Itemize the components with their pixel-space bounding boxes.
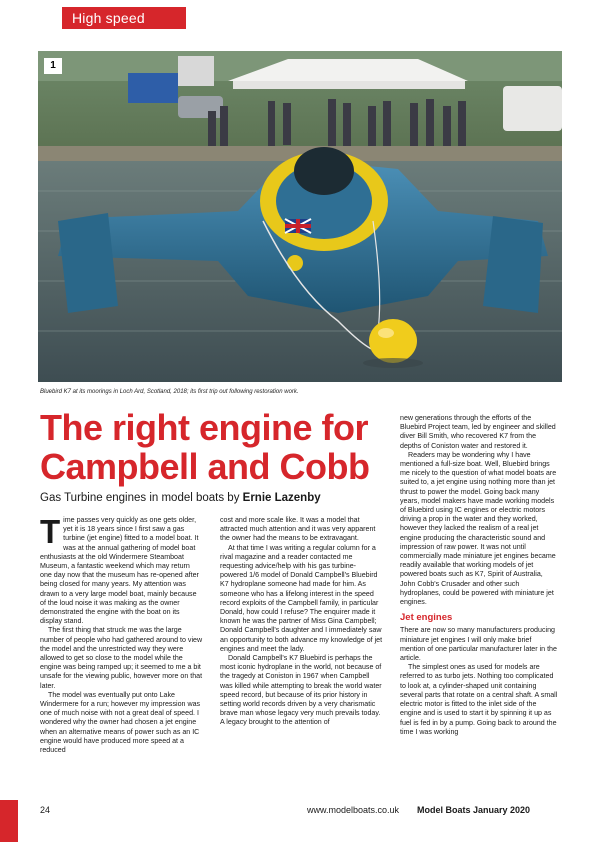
column-1 — [40, 513, 203, 755]
column-2 — [220, 516, 383, 728]
paragraph: new generations through the efforts of the Bluebird Project team, led by engineer and skilled diver Bill Smith, who recovered K7 from the depths of Coniston water and restored it. — [400, 414, 556, 450]
photo-caption: Bluebird K7 at its moorings in Loch Ard, Scotland, 2018; its first trip out following restoration work. — [40, 389, 299, 395]
page-number: 24 — [40, 805, 51, 815]
paragraph-text: ime passes very quickly as one gets older, yet it is 18 years since I first saw a gas turbine (jet engine) fitted to a model boat. It was at the annual gathering of model boat enthusiasts at the old Windermere Steamboat Museum, a fantastic weekend which may return one day now that the museum has re-opened after being closed for many years. My attention was drawn to a very large model boat, mainly because of the loud noise it was making as the owner demonstrated the engine with the boat on its display stand. — [40, 516, 199, 626]
footer-magazine: Model Boats January 2020 — [417, 805, 531, 815]
subhead-text: Gas Turbine engines in model boats by — [40, 492, 243, 504]
figure-number: 1 — [44, 58, 62, 74]
paragraph: cost and more scale like. It was a model that attracted much attention and it was very apparent the owner had the means to be extravagant. — [220, 516, 376, 543]
paragraph: The simplest ones as used for models are referred to as turbo jets. Nothing too complicated to look at, a cylinder-shaped unit containing several parts that rotate on a central shaft. A small electric motor is fitted to the inlet side of the engine and is used to start it by spinning it up as fuel is fed in by a pump. Going back to around the time I was working — [400, 663, 558, 736]
bluebird-photo-illustration — [38, 51, 562, 382]
column-3 — [400, 414, 558, 737]
footer-accent-bar — [0, 800, 18, 842]
article-headline: The right engine for Campbell and Cobb — [40, 407, 370, 487]
hero-photo — [38, 51, 562, 382]
paragraph: The first thing that struck me was the large number of people who had gathered around to view the model and the unrestricted way they were allowed to get so close to the model while the engine was being ramped up; it seemed to me a bit unsafe for the viewing public, however more on that later. — [40, 626, 203, 690]
paragraph: There are now so many manufacturers producing miniature jet engines I will only make brief mention of one particular manufacturer later in the article. — [400, 626, 557, 663]
paragraph: Donald Campbell's K7 Bluebird is perhaps the most iconic hydroplane in the world, not because of the tragedy at Coniston in 1967 when Campbell was killed while attempting to break the world water speed record, but because of its prior history in setting world records driven by a very charismatic brave man whose legacy very much prevails today. A legacy brought to the attention of — [220, 654, 382, 727]
author-name: Ernie Lazenby — [242, 492, 321, 504]
paragraph — [40, 513, 203, 626]
footer-url: www.modelboats.co.uk — [307, 805, 400, 815]
paragraph: Readers may be wondering why I have mentioned a full-size boat. Well, Bluebird brings me nicely to the question of what model boats are suited to, a jet engine using nothing more than jet thrust to power the model. Going back many years, model makers have made working models of Bluebird using IC engines or electric motors driving a prop in the water and they worked, however they lacked the realism of a real jet engine producing the characteristic sound and impression of raw power. It was not until commercially made miniature jet engines became readily available that working models of jet powered boats such as K7, Spirit of Australia, John Cobb's Crusader and other such hydroplanes, could be powered with miniature jet engines. — [400, 450, 557, 607]
paragraph: At that time I was writing a regular column for a rival magazine and a reader contacted me requesting advice/help with his gas turbine-powered 1/6 model of Donald Campbell's Bluebird K7 hydroplane someone had made for him. As someone who has a lifelong interest in the speed record exploits of the Campbell family, in particular Donald, how could I refuse? The enquirer made it known he was the partner of Miss Gina Campbell; Donald Campbell's daughter and I immediately saw an opportunity to both advance my knowledge of jet engines and meet the lady. — [220, 543, 383, 653]
paragraph: The model was eventually put onto Lake Windermere for a run; however my impression was one of much noise with not a great deal of speed. I wondered why the owner had chosen a jet engine when an alternative means of power such as an IC engine would have produced more speed at a reduced — [40, 690, 201, 755]
section-heading: Jet engines — [400, 612, 453, 624]
section-tab: High speed — [62, 7, 186, 29]
drop-cap: T — [40, 513, 61, 550]
article-subhead — [40, 492, 400, 504]
